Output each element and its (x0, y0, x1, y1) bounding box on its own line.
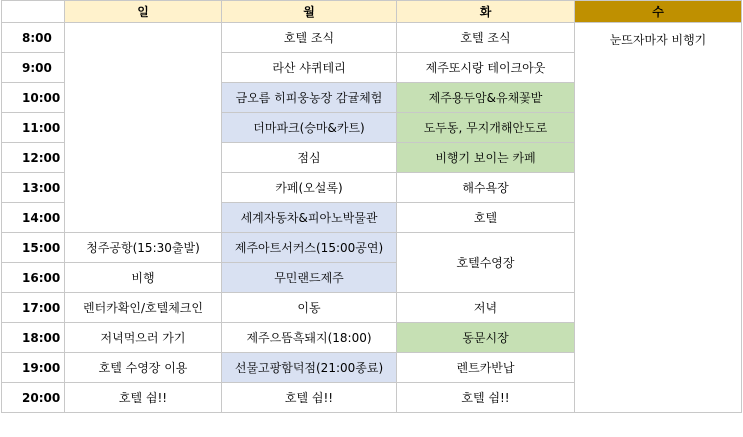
time-cell[interactable]: 9:00 (2, 53, 65, 83)
mon-1200[interactable]: 점심 (222, 143, 397, 173)
time-cell[interactable]: 8:00 (2, 23, 65, 53)
header-sunday[interactable]: 일 (65, 1, 222, 23)
tue-1300[interactable]: 해수욕장 (397, 173, 575, 203)
sun-1800[interactable]: 저녁먹으러 가기 (65, 323, 222, 353)
mon-2000[interactable]: 호텔 쉼!! (222, 383, 397, 413)
mon-1400[interactable]: 세계자동차&피아노박물관 (222, 203, 397, 233)
tue-0900[interactable]: 제주또시랑 테이크아웃 (397, 53, 575, 83)
sun-1600[interactable]: 비행 (65, 263, 222, 293)
time-cell[interactable]: 19:00 (2, 353, 65, 383)
time-cell[interactable]: 15:00 (2, 233, 65, 263)
tue-1800[interactable]: 동문시장 (397, 323, 575, 353)
sun-2000[interactable]: 호텔 쉼!! (65, 383, 222, 413)
time-cell[interactable]: 11:00 (2, 113, 65, 143)
mon-1600[interactable]: 무민랜드제주 (222, 263, 397, 293)
time-cell[interactable]: 16:00 (2, 263, 65, 293)
tue-0800[interactable]: 호텔 조식 (397, 23, 575, 53)
time-cell[interactable]: 10:00 (2, 83, 65, 113)
tue-1700[interactable]: 저녁 (397, 293, 575, 323)
mon-1100[interactable]: 더마파크(승마&카트) (222, 113, 397, 143)
schedule-table (1, 0, 742, 413)
mon-1300[interactable]: 카페(오설록) (222, 173, 397, 203)
row-0800 (2, 23, 742, 53)
mon-1700[interactable]: 이동 (222, 293, 397, 323)
mon-0800[interactable]: 호텔 조식 (222, 23, 397, 53)
header-row (2, 1, 742, 23)
tue-1400[interactable]: 호텔 (397, 203, 575, 233)
sunday-empty-block[interactable] (65, 23, 222, 233)
time-cell[interactable]: 13:00 (2, 173, 65, 203)
corner-cell[interactable] (2, 1, 65, 23)
mon-0900[interactable]: 라산 샤퀴테리 (222, 53, 397, 83)
mon-1000[interactable]: 금오름 히피웅농장 감귤체험 (222, 83, 397, 113)
tue-2000[interactable]: 호텔 쉼!! (397, 383, 575, 413)
sun-1500[interactable]: 청주공항(15:30출발) (65, 233, 222, 263)
header-wednesday[interactable]: 수 (575, 1, 742, 23)
tue-1900[interactable]: 렌트카반납 (397, 353, 575, 383)
time-cell[interactable]: 14:00 (2, 203, 65, 233)
time-cell[interactable]: 20:00 (2, 383, 65, 413)
time-cell[interactable]: 12:00 (2, 143, 65, 173)
header-tuesday[interactable]: 화 (397, 1, 575, 23)
tue-1100[interactable]: 도두동, 무지개해안도로 (397, 113, 575, 143)
mon-1900[interactable]: 선물고팡함덕점(21:00종료) (222, 353, 397, 383)
tue-1000[interactable]: 제주용두암&유채꽃밭 (397, 83, 575, 113)
time-cell[interactable]: 17:00 (2, 293, 65, 323)
header-monday[interactable]: 월 (222, 1, 397, 23)
sun-1900[interactable]: 호텔 수영장 이용 (65, 353, 222, 383)
tue-1500[interactable]: 호텔수영장 (397, 233, 575, 293)
mon-1500[interactable]: 제주아트서커스(15:00공연) (222, 233, 397, 263)
time-cell[interactable]: 18:00 (2, 323, 65, 353)
mon-1800[interactable]: 제주으뜸흑돼지(18:00) (222, 323, 397, 353)
sun-1700[interactable]: 렌터카확인/호텔체크인 (65, 293, 222, 323)
tue-1200[interactable]: 비행기 보이는 카페 (397, 143, 575, 173)
wed-0800[interactable]: 눈뜨자마자 비행기 (575, 23, 742, 413)
